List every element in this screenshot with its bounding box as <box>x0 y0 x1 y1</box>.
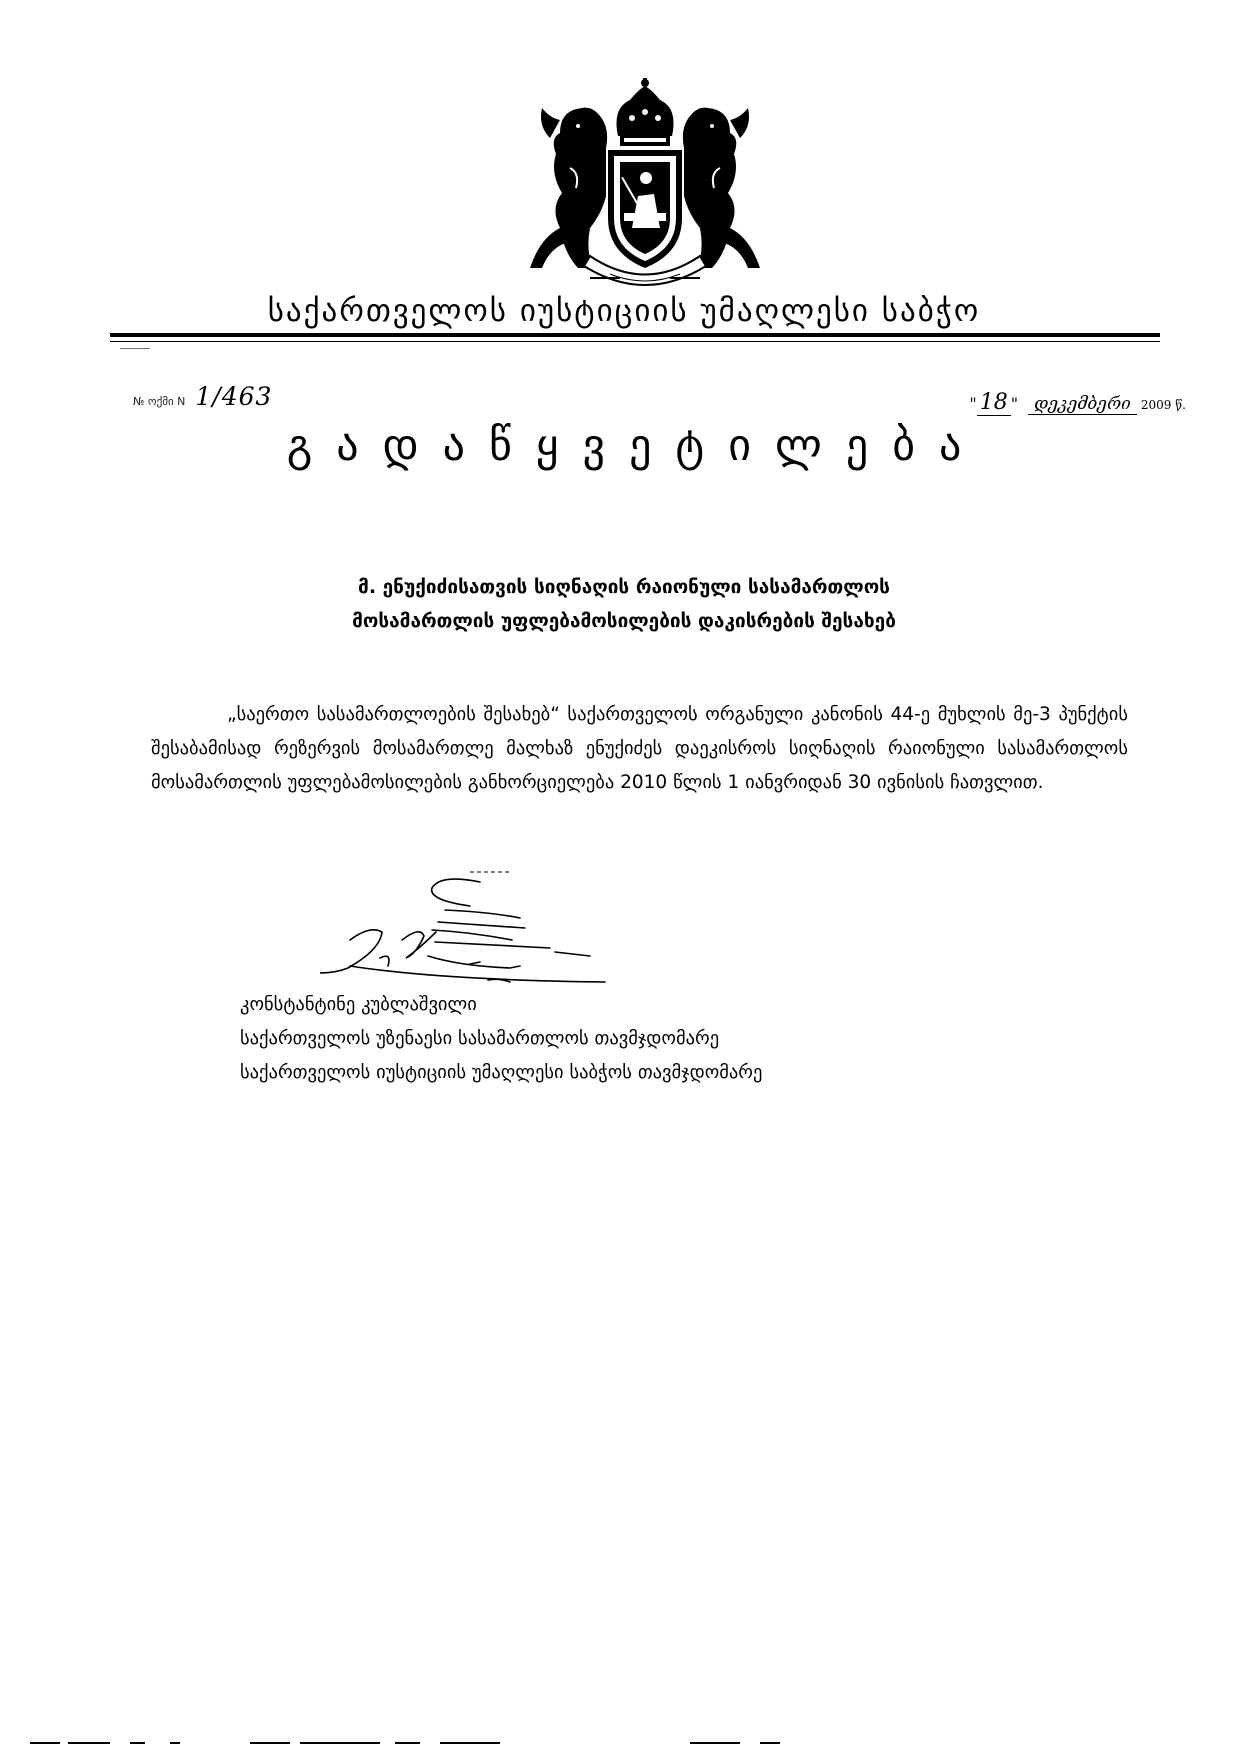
header-rule-thin <box>110 341 1160 342</box>
title-letter: ლ <box>775 420 822 471</box>
coat-of-arms-emblem <box>520 78 770 290</box>
title-letter: ბ <box>892 420 915 471</box>
date-year: 2009 წ. <box>1140 398 1186 412</box>
protocol-number-value: 1/463 <box>195 382 273 411</box>
footer-scan-artifact <box>0 1738 1248 1750</box>
protocol-number <box>133 382 272 411</box>
signatory-name: კონსტანტინე კუბლაშვილი <box>240 994 477 1015</box>
signatory-position-2: საქართველოს იუსტიციის უმაღლესი საბჭოს თავმჯდომარე <box>240 1062 763 1083</box>
document-date <box>969 390 1186 416</box>
handwritten-signature <box>320 870 650 1005</box>
header-rule-thick <box>110 333 1160 337</box>
document-title <box>150 420 1098 471</box>
title-letter: ა <box>442 420 465 471</box>
signatory-block <box>240 988 762 1090</box>
title-letter: წ <box>488 420 512 471</box>
title-letter: ვ <box>582 420 606 471</box>
header-rule-mark <box>120 348 150 349</box>
document-subject <box>150 570 1098 638</box>
date-day: 18 <box>977 390 1011 416</box>
signatory-position-1: საქართველოს უზენაესი სასამართლოს თავმჯდომარე <box>240 1028 720 1049</box>
document-body: „საერთო სასამართლოების შესახებ“ საქართველოს ორგანული კანონის 44-ე მუხლის მე-3 პუნქტის შესაბამისად რეზერვის მოსამართლე მალხაზ ენუქიძეს დაეკისროს სიღნაღის რაიონული სასამართლოს მოსამართლის უფლებამოსილების განხორციელება 2010 წლის 1 იანვრიდან 30 ივნისის ჩათვლით. <box>151 704 1128 793</box>
date-open-quote: " <box>969 394 977 413</box>
title-letter: ა <box>336 420 359 471</box>
title-letter: გ <box>286 420 313 471</box>
title-letter: დ <box>382 420 419 471</box>
title-letter: ყ <box>535 420 559 471</box>
title-letter: ა <box>938 420 962 471</box>
date-month: დეკემბერი <box>1028 394 1137 415</box>
title-letter: ი <box>728 420 751 471</box>
subject-line-1: მ. ენუქიძისათვის სიღნაღის რაიონული სასამართლოს <box>358 576 890 598</box>
organization-title: საქართველოს იუსტიციის უმაღლესი საბჭო <box>267 293 981 329</box>
date-close-quote: " <box>1010 394 1019 413</box>
title-letter: ე <box>629 420 652 471</box>
title-letter: ტ <box>675 420 705 471</box>
protocol-number-label: № ოქმი N <box>133 395 186 408</box>
subject-line-2: მოსამართლის უფლებამოსილების დაკისრების შესახებ <box>352 610 896 632</box>
title-letter: ე <box>845 420 869 471</box>
